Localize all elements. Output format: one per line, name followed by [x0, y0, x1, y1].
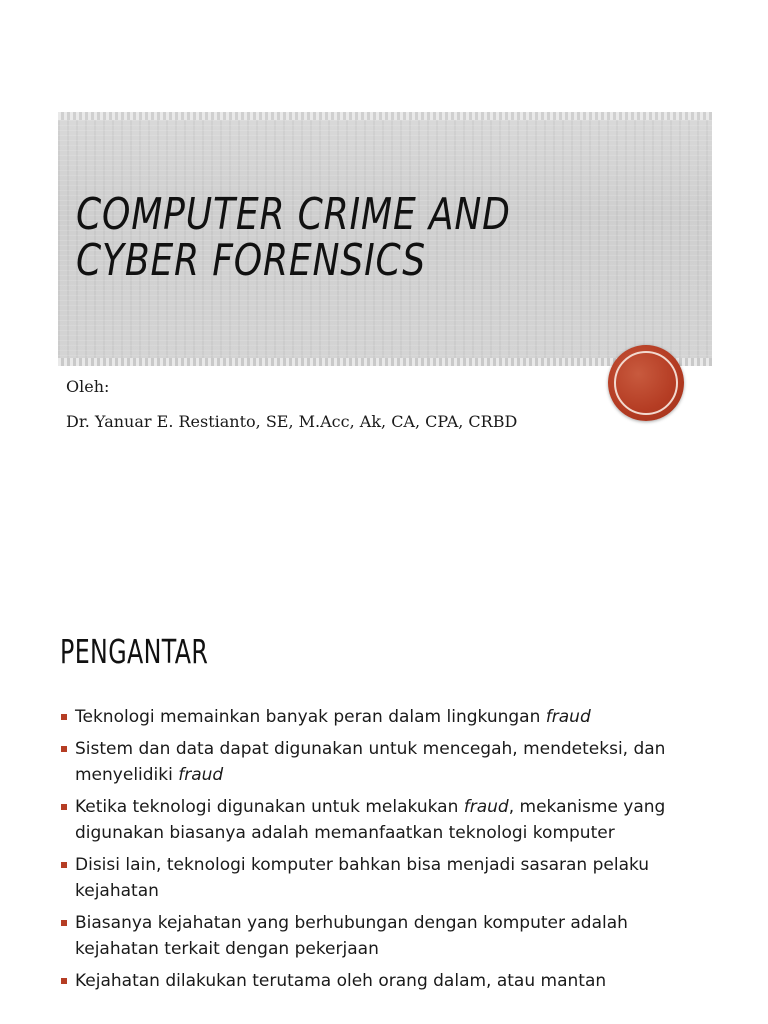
intro-slide [0, 580, 768, 1024]
bullet-text: Biasanya kejahatan yang berhubungan dengan komputer adalah kejahatan terkait dengan pekerjaan [75, 913, 628, 959]
bullet-emphasis: fraud [178, 765, 224, 785]
decorative-circle-icon [608, 345, 684, 421]
section-title: PENGANTAR [60, 632, 209, 671]
bullet-emphasis: fraud [545, 707, 591, 727]
author-name: Dr. Yanuar E. Restianto, SE, M.Acc, Ak, CA, CPA, CRBD [66, 412, 518, 431]
bullet-text: Teknologi memainkan banyak peran dalam lingkungan [75, 707, 546, 727]
bullet-emphasis: fraud [463, 797, 509, 817]
bullet-text-tail: , mekanisme yang digunakan biasanya adalah memanfaatkan teknologi komputer [75, 797, 666, 843]
bullet-item [60, 852, 710, 904]
bullet-item [60, 910, 710, 962]
bullet-text: Disisi lain, teknologi komputer bahkan bisa menjadi sasaran pelaku kejahatan [75, 855, 650, 901]
bullet-marker-icon [61, 978, 67, 984]
bullet-list [60, 704, 710, 1000]
bullet-text: Ketika teknologi digunakan untuk melakukan [75, 797, 464, 817]
bullet-marker-icon [61, 920, 67, 926]
bullet-item [60, 736, 710, 788]
circle-ring [614, 351, 678, 415]
bullet-marker-icon [61, 746, 67, 752]
slide-title: COMPUTER CRIME AND CYBER FORENSICS [76, 189, 511, 286]
bullet-marker-icon [61, 862, 67, 868]
title-banner [58, 112, 712, 366]
bullet-marker-icon [61, 714, 67, 720]
bullet-text: Kejahatan dilakukan terutama oleh orang dalam, atau mantan [75, 971, 607, 991]
bullet-text: Sistem dan data dapat digunakan untuk mencegah, mendeteksi, dan menyelidiki [75, 739, 666, 785]
bullet-marker-icon [61, 804, 67, 810]
by-label: Oleh: [66, 377, 110, 396]
bullet-item [60, 794, 710, 846]
bullet-item [60, 968, 710, 994]
bullet-item [60, 704, 710, 730]
